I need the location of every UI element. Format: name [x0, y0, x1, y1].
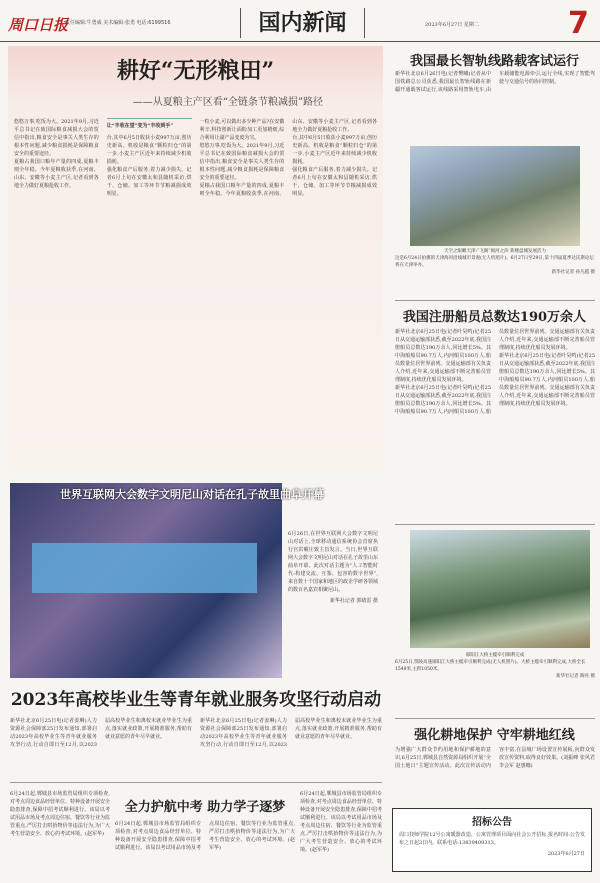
seafarers-body [395, 328, 595, 520]
zhongkao-col3 [300, 790, 382, 878]
rail-body [395, 70, 595, 142]
photo-credit: 新华社记者 郭绪雷 摄 [329, 598, 378, 604]
bridge-photo [410, 530, 590, 648]
lead-subheading: 让“丰收在望”变为“丰收到手” [107, 118, 192, 130]
photo-story-body: 6月26日,在世界互联网大会数字文明尼山对话上,全球移动通信系统协会首席执行官洪曜庄致主旨发言。当日,世界互联网大会数字文明尼山对话在孔子故里山东曲阜开幕。此次对话主题为“人工智能时代:构建交流、互鉴、包容的数字世界”,来自数十个国家和地区的政企学研各领域的数百名嘉宾相聚尼山。 [288, 531, 378, 593]
divider [10, 782, 382, 783]
caption-body: 这是6月24日拍摄的天津海河沿线城市景观(无人机照片)。6月27日至29日,第十四届夏季达沃斯论坛将在天津举办。 [395, 256, 594, 268]
photo-story-headline: 世界互联网大会数字文明尼山对话在孔子故里曲阜开幕 [60, 488, 324, 501]
lead-paragraph: 台,其中6月5日收获小麦997万亩,创历史新高。机收是粮食“颗粒归仓”的第一步,小麦主产区近年来持续减少机收损耗。 [292, 135, 377, 165]
farmland-body [395, 746, 595, 804]
divider [395, 718, 595, 719]
employment-paragraph: 新华社北京6月25日电(记者姜琳)人力资源社会保障部25日发布通知,部署启动2023年高校毕业生等青年就业服务攻坚行动,行动自即日至12月,以2023届高校毕业生和离校未就业毕业生为重点,落实就业政策,开展精准服务,帮助有就业意愿的青年尽早就业。 [200, 718, 382, 748]
lead-paragraph: 悠悠万事,吃饭为大。2021年9月,习近平总书记在致国际粮食减损大会的贺信中指出,粮食安全是事关人类生存的根本性问题,减少粮食损耗是保障粮食安全的重要途径。 [199, 143, 285, 181]
tianjin-caption [395, 248, 595, 276]
stage-screen [32, 543, 257, 593]
zhongkao-paragraph: 6月24日起,郸城县市场监管局组织专项检查,对考点周边食品经营单位、特种设备开展安全隐患排查,保障中招考试顺利进行。该局以考试用品市场及考点周边住宿、餐饮等行业为监管重点,严厉打击哄抬物价等违法行为,为广大考生营造安全、放心的考试环境。(赵军华) [300, 791, 382, 853]
lead-article [8, 46, 383, 471]
section-title: 国内新闻 [240, 8, 365, 38]
seafarers-paragraph: 新华社北京6月25日电(记者叶昊鸣)记者25日从交通运输部获悉,截至2022年底,我国注册船员总数达190万余人,同比增长5%。其中海船船员90.7万人,内河船员100万人,船员数量位居世界前列。交通运输部有关负责人介绍,近年来,交通运输部不断完善船员管理制度,持续优化船员发展环境。 [499, 353, 595, 407]
divider [395, 524, 595, 525]
lead-paragraph: 强化粮食产后服务,着力减少损失。记者6月上旬在安徽太和县随机采访,烘干、仓储、加工等环节节粮减损成效明显。 [292, 167, 377, 197]
employment-paragraph: 新华社北京6月25日电(记者姜琳)人力资源社会保障部25日发布通知,部署启动2023年高校毕业生等青年就业服务攻坚行动,行动自即日至12月,以2023届高校毕业生和离校未就业毕业生为重点,落实就业政策,开展精准服务,帮助有就业意愿的青年尽早就业。 [10, 718, 192, 748]
photo-story-text [288, 530, 378, 670]
zhongkao-paragraph: 6月24日起,郸城县市场监管局组织专项检查,对考点周边食品经营单位、特种设备开展安全隐患排查,保障中招考试顺利进行。该局以考试用品市场及考点周边住宿、餐饮等行业为监管重点,严厉打击哄抬物价等违法行为,为广大考生营造安全、放心的考试环境。(赵军华) [10, 791, 110, 837]
masthead [0, 0, 600, 42]
page-number: 7 [568, 6, 589, 41]
employment-headline: 2023年高校毕业生等青年就业服务攻坚行动启动 [10, 690, 382, 710]
lead-headline: 耕好“无形粮田” [116, 58, 275, 84]
lead-paragraph: 夏粮占我国口粮年产量的四成,夏粮丰则全年稳。今年夏粮收获季,在河南、山东、安徽等小麦主产区,记者看到各地全力做好夏粮抢收工作。 [199, 119, 377, 197]
zhongkao-headline: 全力护航中考 助力学子逐梦 [124, 800, 286, 815]
tender-title: 招标公告 [472, 817, 512, 828]
caption-body: 6月25日,鄂陵高速郧阳江大桥主缆牵引顺利完成(无人机照片)。大桥主缆牵引顺利完成,大桥全长1549米,主跨1050米。 [395, 660, 586, 672]
tender-notice [392, 808, 592, 872]
conference-photo [10, 483, 282, 678]
lead-paragraph: 台,其中6月5日收获小麦997万亩,创历史新高。机收是粮食“颗粒归仓”的第一步,小麦主产区近年来持续减少机收损耗。 [106, 135, 192, 165]
tender-body: 周口技师学院12号公寓暖器改造、公寓管理项目面向社会公开招标,报名时间:公告发布之日起3日内。联系电话:13839409313。 [399, 832, 585, 846]
lead-paragraph: 一粒小麦,可以做出多少种产品?在安徽利辛,科技创新让面粉加工更加精细,综合利用让副产品变废为宝。 [199, 119, 285, 141]
employment-body [10, 717, 382, 777]
caption-title: 天空之眼瞰天津:“飞阁”揭河之滨 新楼盘城发展活力 [443, 249, 547, 254]
tender-date: 2023年6月27日 [547, 851, 585, 857]
seafarers-paragraph: 新华社北京6月25日电(记者叶昊鸣)记者25日从交通运输部获悉,截至2022年底,我国注册船员总数达190万余人,同比增长5%。其中海船船员90.7万人,内河船员100万人,船员数量位居世界前列。交通运输部有关负责人介绍,近年来,交通运输部不断完善船员管理制度,持续优化船员发展环境。 [395, 329, 595, 415]
issue-date: 2023年6月27日 星期二 [425, 22, 479, 28]
rail-paragraph: 新华社北京6月26日电(记者樊曦)记者从中国铁路总公司获悉,我国最长智轨线路在新疆开通载客试运行,该线路采用智轨电车,由车载储能电源牵引,运行全线,实现了智能驾驶与交通信号的协同控制。 [395, 71, 595, 93]
editor-credits: 责任编辑:牛勇威 美术编辑:张勇 电话:6199516 [65, 20, 171, 26]
newspaper-logo: 周口日报 [8, 16, 69, 34]
bridge-caption [395, 652, 595, 680]
farmland-headline: 强化耕地保护 守牢耕地红线 [414, 728, 575, 743]
zhongkao-paragraph: 6月24日起,郸城县市场监管局组织专项检查,对考点周边食品经营单位、特种设备开展安全隐患排查,保障中招考试顺利进行。该局以考试用品市场及考点周边住宿、餐饮等行业为监管重点,严厉打击哄抬物价等违法行为,为广大考生营造安全、放心的考试环境。(赵军华) [115, 821, 295, 851]
rail-headline: 我国最长智轨线路载客试运行 [409, 54, 579, 69]
lead-paragraph: 夏粮占我国口粮年产量的四成,夏粮丰则全年稳。今年夏粮收获季,在河南、山东、安徽等小麦主产区,记者看到各地全力做好夏粮抢收工作。 [14, 159, 99, 189]
lead-paragraph: 悠悠万事,吃饭为大。2021年9月,习近平总书记在致国际粮食减损大会的贺信中指出,粮食安全是事关人类生存的根本性问题,减少粮食损耗是保障粮食安全的重要途径。 [14, 119, 99, 157]
tianjin-photo [410, 146, 580, 246]
lead-subtitle: ——从夏粮主产区看“全链条节粮减损”路径 [132, 97, 323, 108]
seafarers-headline: 我国注册船员总数达190万余人 [402, 310, 587, 325]
divider [395, 300, 595, 301]
photo-credit: 新华社记者 孙凡越 摄 [551, 270, 595, 275]
seafarers-paragraph: 新华社北京6月25日电(记者叶昊鸣)记者25日从交通运输部获悉,截至2022年底,我国注册船员总数达190万余人,同比增长5%。其中海船船员90.7万人,内河船员100万人,船员数量位居世界前列。交通运输部有关负责人介绍,近年来,交通运输部不断完善船员管理制度,持续优化船员发展环境。 [395, 329, 491, 383]
zhongkao-col1 [10, 790, 110, 878]
farmland-paragraph: 为增强广大群众节约用地和保护耕地的意识,6月25日,郸城县自然资源局组织开展“全国土地日”主题宣传活动。此次宣传活动内容丰富,在县城广场设置宣传展板,向群众发放宣传资料,取得良好效果。(刘振峰 张风君 李会军 赵惠娜) [395, 747, 595, 769]
caption-title: 郧阳江大桥主缆牵引顺利完成 [465, 653, 525, 658]
zhongkao-col2 [115, 820, 295, 880]
photo-credit: 新华社记者 陶亮 摄 [556, 674, 595, 679]
lead-paragraph: 强化粮食产后服务,着力减少损失。记者6月上旬在安徽太和县随机采访,烘干、仓储、加工等环节节粮减损成效明显。 [106, 167, 192, 197]
